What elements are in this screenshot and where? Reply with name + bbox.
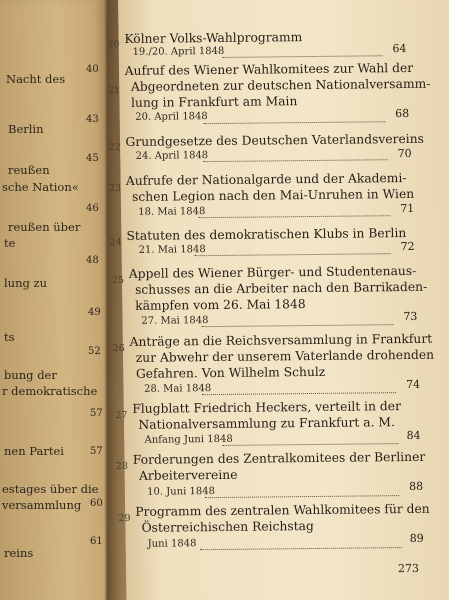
entry-date: Juni 1848 [147, 538, 197, 550]
entry-title: Statuten des demokratischen Klubs in Berlin [126, 226, 407, 243]
left-line: nen Partei [4, 444, 64, 458]
entry-page: 64 [392, 42, 407, 56]
entry-title: Flugblatt Friedrich Heckers, verteilt in der [132, 399, 401, 416]
left-page-num: 40 [86, 64, 99, 75]
left-line: reins [4, 546, 34, 560]
dot-leader [195, 253, 391, 256]
entry-page: 72 [400, 239, 415, 254]
entry-title: Gefahren. Von Wilhelm Schulz [135, 364, 326, 381]
entry-date: 10. Juni 1848 [147, 486, 216, 498]
toc-entry [0, 0, 449, 58]
entry-title: Grundgesetze des Deutschen Vaterlandsvereins [125, 131, 424, 149]
entry-date: 18. Mai 1848 [138, 206, 206, 218]
dot-leader [202, 392, 396, 395]
entry-date: 20. April 1848 [135, 111, 208, 123]
left-line: estages über die [2, 482, 99, 496]
entry-number: 26 [112, 342, 125, 355]
entry-title: schen Legion nach den Mai-Unruhen in Wien [131, 186, 415, 204]
left-page-num: 49 [88, 307, 101, 318]
entry-date: 27. Mai 1848 [141, 315, 209, 327]
entry-date: 24. April 1848 [135, 150, 209, 162]
left-line: reußen [8, 163, 50, 177]
entry-date: 19./20. April 1848 [132, 45, 225, 58]
left-line: bung der [4, 368, 57, 382]
entry-page: 73 [403, 309, 418, 324]
left-page-num: 52 [88, 346, 101, 357]
left-line: reußen über [8, 220, 81, 234]
entry-number: 27 [115, 409, 128, 422]
dot-leader [201, 324, 393, 327]
entry-number: 28 [115, 460, 129, 473]
entry-title: Aufruf des Wiener Wahlkomitees zur Wahl der [124, 60, 414, 78]
dot-leader [223, 443, 399, 446]
entry-page: 88 [409, 479, 424, 493]
dot-leader [204, 159, 388, 162]
entry-title: Aufrufe der Nationalgarde und der Akademi- [125, 171, 407, 188]
left-line: ts [4, 330, 15, 344]
entry-number: 21 [107, 85, 121, 97]
entry-page: 68 [395, 106, 410, 121]
entry-title: kämpfen vom 26. Mai 1848 [135, 297, 306, 313]
entry-title: Abgeordneten zur deutschen Nationalversamm- [130, 76, 431, 94]
entry-title: Arbeitervereine [138, 467, 238, 483]
left-page-num: 48 [86, 255, 99, 266]
left-page-num: 43 [86, 114, 99, 125]
entry-title: schusses an die Arbeiter nach den Barrikaden- [134, 279, 428, 297]
left-line: r demokratische [2, 384, 98, 398]
entry-page: 71 [400, 201, 415, 216]
entry-number: 29 [118, 512, 131, 525]
entry-title: Appell des Wiener Bürger- und Studentenaus- [128, 263, 417, 281]
page-number: 273 [397, 561, 420, 576]
left-line: Berlin [8, 122, 44, 136]
entry-date: 21. Mai 1848 [138, 244, 206, 256]
entry-title: Kölner Volks-Wahlprogramm [124, 30, 303, 46]
entry-number: 25 [111, 274, 125, 287]
left-page-num: 60 [90, 498, 103, 509]
left-line: versammlung [2, 498, 82, 512]
left-page-num: 57 [90, 408, 103, 419]
left-page-num: 45 [86, 153, 99, 164]
left-page-num: 46 [86, 203, 99, 214]
left-line: Nacht des [6, 72, 66, 86]
entry-page: 74 [405, 377, 421, 392]
entry-number: 24 [109, 236, 122, 249]
dot-leader [200, 547, 402, 550]
dot-leader [205, 495, 399, 498]
left-line: sche Nation« [2, 180, 79, 194]
entry-date: 28. Mai 1848 [144, 383, 212, 395]
entry-title: Anträge an die Reichsversammlung in Frankfurt [129, 331, 433, 349]
dot-leader [223, 55, 383, 58]
entry-page: 70 [397, 146, 412, 161]
left-line: te [4, 236, 16, 250]
entry-number: 23 [108, 182, 122, 195]
entry-title: Nationalversammlung zu Frankfurt a. M. [138, 415, 395, 432]
entry-title: Forderungen des Zentralkomitees der Berliner [132, 449, 426, 467]
entry-date: Anfang Juni 1848 [144, 433, 233, 446]
entry-number: 20 [107, 39, 120, 51]
left-page-num: 61 [90, 536, 103, 547]
entry-page: 89 [409, 531, 424, 545]
dot-leader [198, 215, 390, 218]
entry-number: 22 [108, 142, 121, 154]
entry-title: zur Abwehr der unserem Vaterlande drohenden [135, 347, 435, 365]
entry-title: Österreichischen Reichstag [141, 518, 314, 535]
dot-leader [203, 121, 385, 124]
entry-title: lung in Frankfurt am Main [131, 94, 298, 110]
entry-page: 84 [406, 428, 421, 443]
left-line: lung zu [4, 276, 47, 290]
left-page-num: 57 [90, 446, 103, 457]
entry-title: Programm des zentralen Wahlkomitees für den [135, 501, 430, 519]
